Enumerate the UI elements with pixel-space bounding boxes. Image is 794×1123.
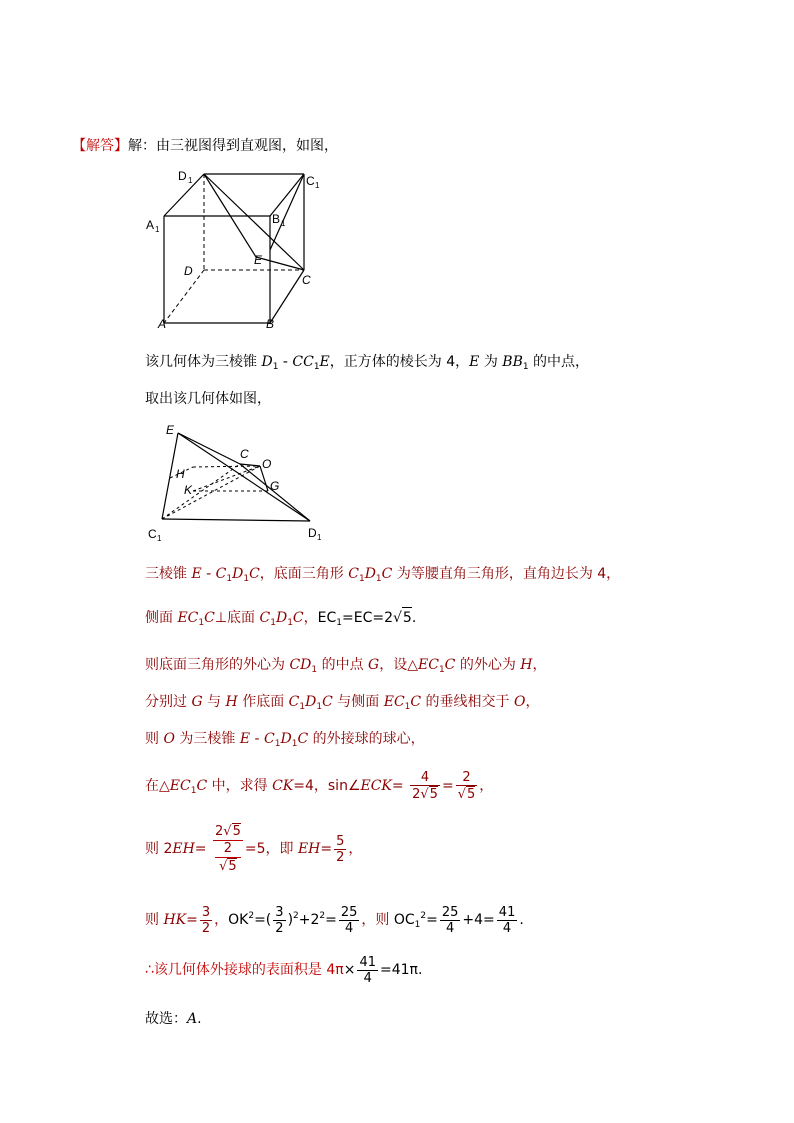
label2-K: K	[184, 483, 193, 497]
label2-C1: C	[148, 527, 157, 541]
label-D: D	[184, 264, 193, 278]
text-line-1: 该几何体为三棱锥 $D_1 - CC_1E$，正方体的棱长为 4，E 为 $BB_1$ 的中点，	[145, 354, 590, 372]
label-C1: C	[306, 174, 315, 188]
svg-text:1: 1	[188, 176, 193, 185]
fraction-hk: $\frac{3}{2}$	[201, 904, 211, 936]
text-line-12: 故选：A.	[145, 1011, 202, 1027]
solution-tag: 【解答】	[72, 138, 128, 154]
label-B: B	[266, 317, 275, 331]
svg-text:1: 1	[281, 219, 286, 228]
fraction-sin: $\frac{4}{2√5}$	[412, 770, 438, 802]
text-line-3: 三棱锥 E - $C_1D_1C$，底面三角形 $C_1D_1C$ 为等腰直角三角形，直角边长为 4，	[145, 566, 621, 584]
text-line-4: 侧面 $EC_1C\perp$底面 $C_1D_1C$，$EC_1=EC=2√5$.	[145, 607, 416, 633]
text-line-8: 在$\triangle EC_1C$ 中，求得 CK=4，sin∠ECK= $\frac{4}{2√5}$ = $\frac{2}{√5}$ ，	[145, 770, 494, 802]
text-line-2: 取出该几何体如图，	[145, 391, 271, 407]
fraction-25-4-b: $\frac{25}{4}$	[441, 904, 459, 936]
label2-O: O	[262, 457, 272, 471]
label-D1: D	[178, 169, 187, 183]
text-line-11: ∴该几何体外接球的表面积是 4π× $\frac{41}{4}$ =41π.	[145, 954, 423, 986]
text-line-9: 则 2EH= 2√5 2 √5 =5，即 EH= $\frac{5}{2}$ ，	[145, 824, 363, 874]
text-line-7: 则 O 为三棱锥 E - $C_1D_1C$ 的外接球的球心，	[145, 731, 425, 749]
solution-intro: 解：由三视图得到直观图，如图，	[128, 138, 338, 154]
fraction-25-4: $\frac{25}{4}$	[340, 904, 358, 936]
text-line-6: 分别过 G 与 H 作底面 $C_1D_1C$ 与侧面 $EC_1C$ 的垂线相交于 O，	[145, 694, 540, 712]
label-B1: B	[272, 212, 281, 226]
label2-C: C	[240, 447, 249, 461]
label-E: E	[254, 253, 263, 267]
text-line-10: 则 HK= $\frac{3}{2}$ ，$OK^2=$( $\frac{3}{2}$ )$^2+2^2=$ $\frac{25}{4}$ ，则 $OC_1^2=$ $\frac{25}{4}$ +4= $\frac{41}{4}$ .	[145, 904, 524, 936]
fraction-41-4-final: $\frac{41}{4}$	[359, 954, 376, 986]
text-line-5: 则底面三角形的外心为 $CD_1$ 的中点 G，设$\triangle EC_1C$ 的外心为 H，	[145, 657, 547, 675]
fraction-3-2: $\frac{3}{2}$	[275, 904, 284, 936]
label-A: A	[158, 317, 167, 331]
solution-header	[72, 136, 338, 156]
label2-G: G	[270, 479, 280, 493]
svg-text:1: 1	[157, 534, 162, 543]
label2-H: H	[176, 467, 185, 481]
label-A1: A	[146, 218, 155, 232]
label2-D1: D	[308, 526, 317, 540]
fraction-41-4: $\frac{41}{4}$	[498, 904, 516, 936]
svg-text:1: 1	[155, 225, 160, 234]
svg-text:1: 1	[317, 533, 322, 542]
fraction-sin-simplified: $\frac{2}{√5}$	[457, 770, 476, 802]
label-C: C	[302, 273, 311, 287]
svg-text:1: 1	[315, 181, 320, 190]
cube-figure	[140, 160, 340, 340]
pyramid-figure	[140, 418, 340, 546]
complex-fraction: 2√5 2 √5	[214, 824, 241, 874]
fraction-eh: $\frac{5}{2}$	[336, 833, 345, 865]
label2-E: E	[166, 423, 175, 437]
